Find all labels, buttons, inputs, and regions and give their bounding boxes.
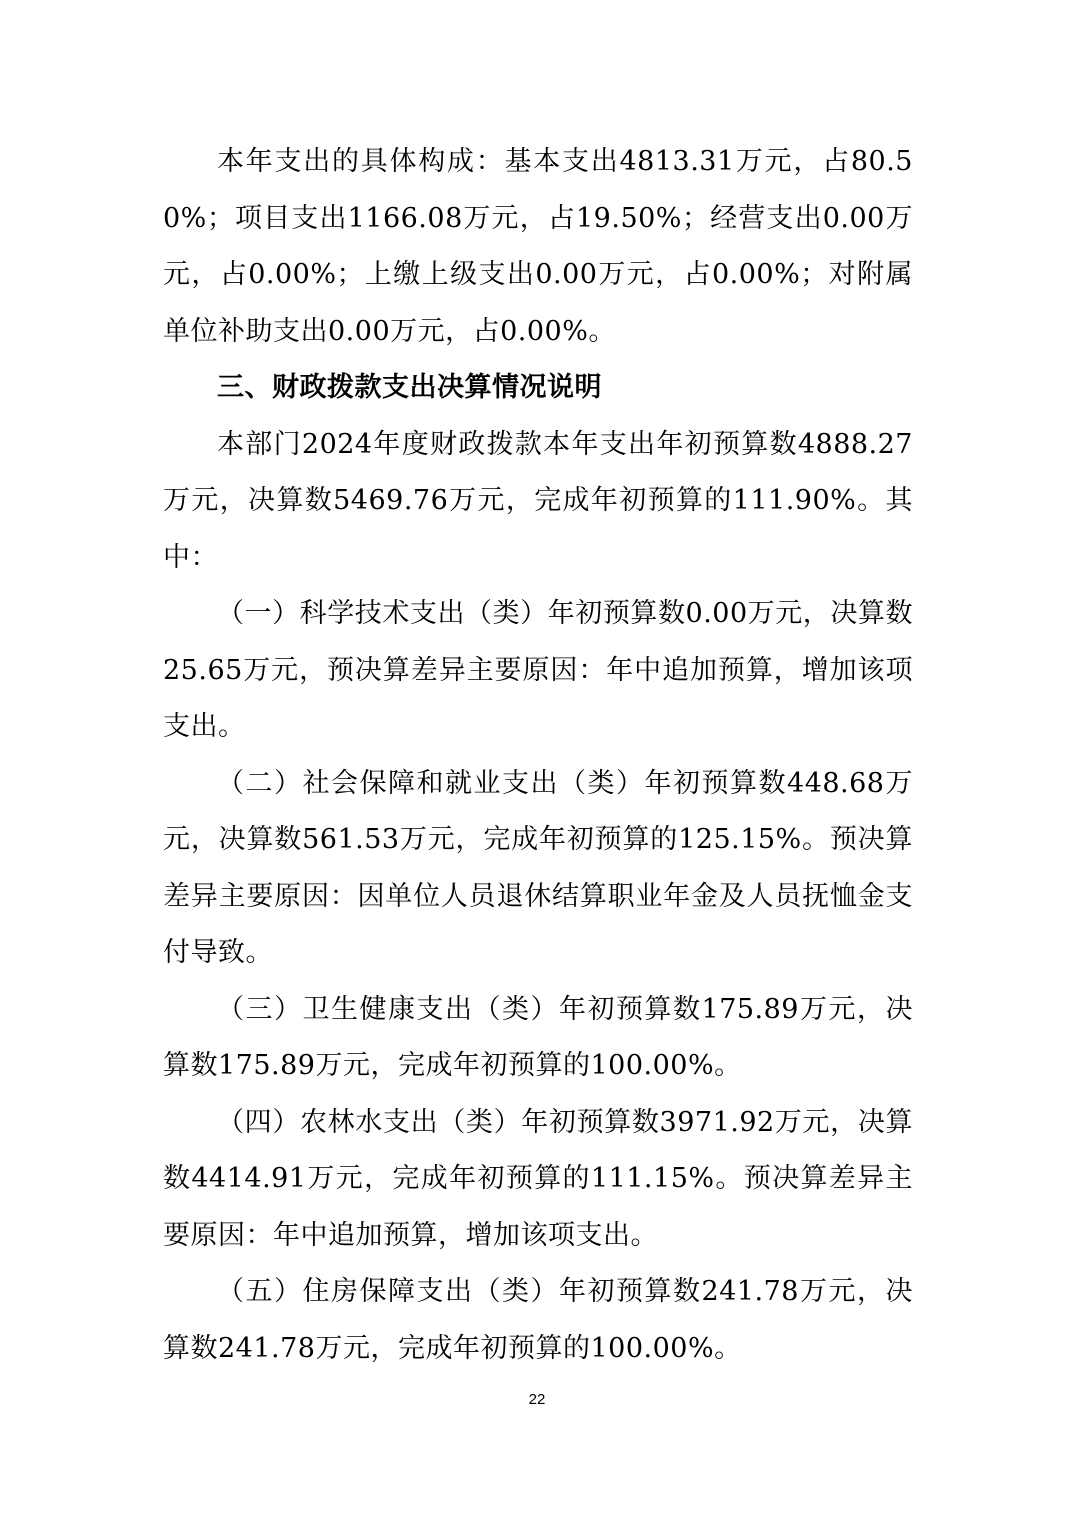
page-number: 22 bbox=[528, 1391, 546, 1408]
paragraph-fiscal-summary: 本部门2024年度财政拨款本年支出年初预算数4888.27万元，决算数5469.76万元，完成年初预算的111.90%。其中： bbox=[163, 428, 913, 573]
document-body bbox=[163, 134, 913, 1377]
paragraph-social-security: （二）社会保障和就业支出（类）年初预算数448.68万元，决算数561.53万元，完成年初预算的125.15%。预决算差异主要原因：因单位人员退休结算职业年金及人员抚恤金支付导致。 bbox=[163, 767, 913, 968]
paragraph-agriculture-forestry-water: （四）农林水支出（类）年初预算数3971.92万元，决算数4414.91万元，完成年初预算的111.15%。预决算差异主要原因：年中追加预算，增加该项支出。 bbox=[163, 1106, 913, 1251]
section-heading: 三、财政拨款支出决算情况说明 bbox=[217, 372, 602, 403]
paragraph-housing: （五）住房保障支出（类）年初预算数241.78万元，决算数241.78万元，完成年初预算的100.00%。 bbox=[163, 1276, 913, 1364]
paragraph-science-technology: （一）科学技术支出（类）年初预算数0.00万元，决算数25.65万元，预决算差异主要原因：年中追加预算，增加该项支出。 bbox=[163, 598, 913, 742]
paragraph-expenditure-composition: 本年支出的具体构成：基本支出4813.31万元，占80.50%；项目支出1166.08万元，占19.50%；经营支出0.00万元，占0.00%；上缴上级支出0.00万元，占0.00%；对附属单位补助支出0.00万元，占0.00%。 bbox=[163, 146, 913, 347]
paragraph-health: （三）卫生健康支出（类）年初预算数175.89万元，决算数175.89万元，完成年初预算的100.00%。 bbox=[163, 993, 913, 1081]
